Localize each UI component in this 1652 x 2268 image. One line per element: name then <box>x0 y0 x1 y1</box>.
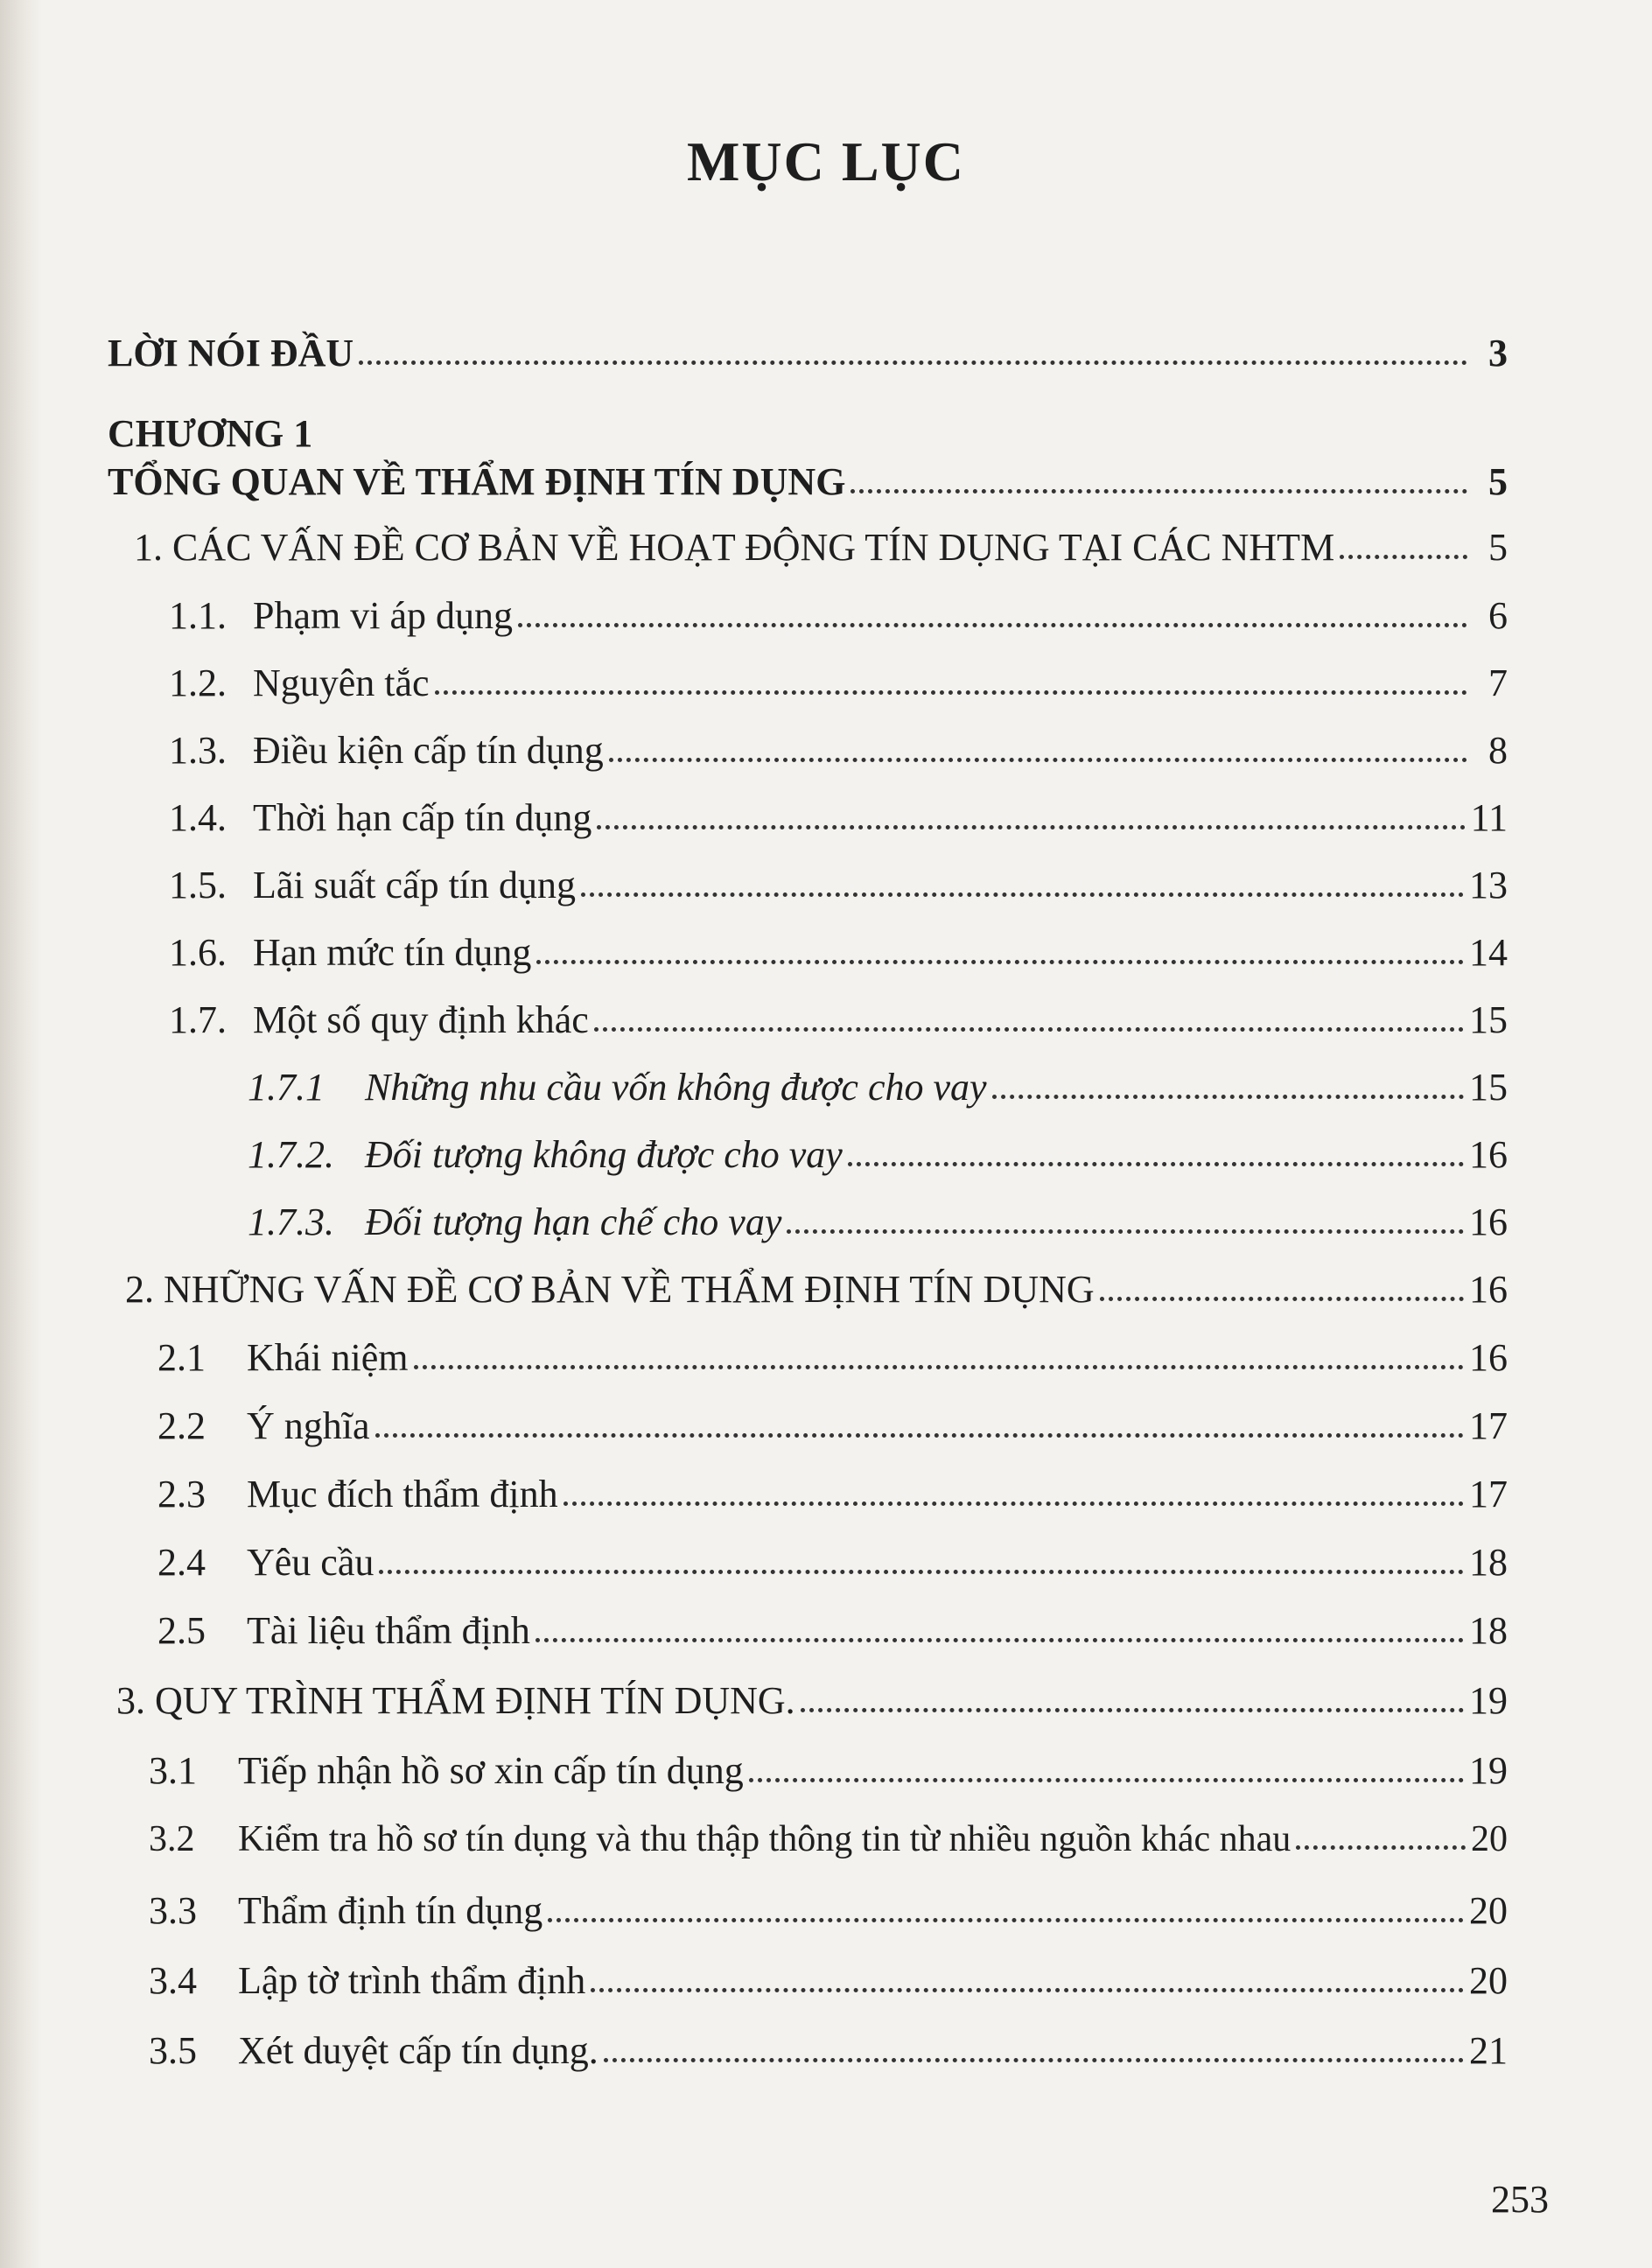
toc-entry-subsubsection <box>248 1200 1508 1244</box>
toc-entry-number: 1.3. <box>169 729 227 772</box>
toc-entry-number: 1.1. <box>169 594 227 637</box>
toc-entry-label: Nguyên tắc <box>253 662 430 704</box>
dot-leader <box>749 1778 1464 1782</box>
toc-entry-label: Thời hạn cấp tín dụng <box>253 796 592 839</box>
toc-entry-subsection <box>149 1818 1508 1860</box>
toc-entry-page: 11 <box>1470 796 1508 839</box>
toc-entry-label: Đối tượng không được cho vay <box>365 1133 843 1176</box>
toc-entry-number: 1.2. <box>169 662 227 704</box>
dot-leader <box>1296 1845 1466 1850</box>
toc-entry-label: 2. NHỮNG VẤN ĐỀ CƠ BẢN VỀ THẨM ĐỊNH TÍN DỤNG <box>125 1268 1095 1311</box>
dot-leader <box>548 1918 1464 1922</box>
toc-entry-page: 15 <box>1469 1066 1508 1109</box>
toc-entry-subsection <box>158 1404 1508 1448</box>
dot-leader <box>591 1988 1464 1992</box>
toc-entry-number: 1.6. <box>169 931 227 974</box>
toc-entry-page: 5 <box>1488 526 1508 569</box>
toc-entry-preface <box>108 331 1508 375</box>
dot-leader <box>597 825 1465 830</box>
toc-entry-subsection <box>169 728 1508 773</box>
toc-entry-label: Những nhu cầu vốn không được cho vay <box>365 1066 987 1109</box>
dot-leader <box>848 1162 1464 1166</box>
toc-entry-label: 3. QUY TRÌNH THẨM ĐỊNH TÍN DỤNG. <box>116 1679 795 1722</box>
dot-leader <box>604 2058 1464 2062</box>
toc-entry-subsection <box>149 1958 1508 2003</box>
toc-entry-number: 3.2 <box>149 1819 195 1859</box>
dot-leader <box>850 489 1467 494</box>
toc-entry-label: Một số quy định khác <box>253 998 589 1041</box>
toc-entry-page: 20 <box>1469 1959 1508 2002</box>
toc-entry-label: Điều kiện cấp tín dụng <box>253 729 604 772</box>
dot-leader <box>379 1570 1464 1574</box>
toc-entry-section <box>116 1678 1508 1723</box>
toc-entry-label: 1. CÁC VẤN ĐỀ CƠ BẢN VỀ HOẠT ĐỘNG TÍN DỤNG TẠI CÁC NHTM <box>134 526 1335 569</box>
dot-leader <box>375 1433 1464 1438</box>
toc-entry-page: 19 <box>1469 1679 1508 1722</box>
page-edge-shadow <box>0 0 42 2268</box>
toc-entry-subsection <box>169 998 1508 1042</box>
toc-entry-page: 6 <box>1488 594 1508 637</box>
toc-entry-page: 16 <box>1469 1336 1508 1379</box>
toc-entry-subsection <box>158 1608 1508 1653</box>
toc-entry-number: 2.5 <box>158 1609 206 1652</box>
toc-entry-label: Đối tượng hạn chế cho vay <box>365 1200 782 1243</box>
toc-entry-label: Tiếp nhận hồ sơ xin cấp tín dụng <box>238 1749 744 1792</box>
toc-entry-label: Kiểm tra hồ sơ tín dụng và thu thập thông tin từ nhiều nguồn khác nhau <box>238 1819 1292 1859</box>
toc-entry-subsection <box>149 1888 1508 1933</box>
toc-entry-subsection <box>158 1472 1508 1516</box>
toc-entry-page: 17 <box>1469 1404 1508 1447</box>
dot-leader <box>536 960 1464 964</box>
toc-entry-subsection <box>149 1748 1508 1793</box>
toc-entry-subsection <box>149 2028 1508 2073</box>
toc-entry-subsubsection <box>248 1065 1508 1110</box>
toc-entry-label: Yêu cầu <box>247 1541 374 1584</box>
dot-leader <box>1100 1297 1464 1301</box>
toc-entry-subsection <box>169 863 1508 907</box>
chapter-label: CHƯƠNG 1 <box>108 412 313 455</box>
dot-leader <box>594 1027 1464 1032</box>
toc-entry-page: 15 <box>1469 998 1508 1041</box>
dot-leader <box>787 1229 1464 1234</box>
dot-leader <box>581 892 1464 897</box>
toc-entry-label: Thẩm định tín dụng <box>238 1889 543 1932</box>
toc-entry-label: Phạm vi áp dụng <box>253 594 513 637</box>
toc-entry-page: 7 <box>1488 662 1508 704</box>
toc-entry-page: 20 <box>1469 1889 1508 1932</box>
toc-entry-number: 3.5 <box>149 2029 197 2072</box>
dot-leader <box>1340 555 1467 559</box>
toc-entry-page: 8 <box>1488 729 1508 772</box>
toc-entry-page: 19 <box>1469 1749 1508 1792</box>
dot-leader <box>801 1708 1464 1712</box>
toc-entry-label: Xét duyệt cấp tín dụng. <box>238 2029 598 2072</box>
toc-entry-page: 16 <box>1469 1133 1508 1176</box>
toc-entry-label: Hạn mức tín dụng <box>253 931 532 974</box>
toc-entry-page: 16 <box>1469 1268 1508 1311</box>
dot-leader <box>414 1365 1464 1369</box>
toc-entry-label: LỜI NÓI ĐẦU <box>108 332 354 374</box>
toc-entry-page: 5 <box>1488 460 1508 503</box>
toc-entry-subsection <box>158 1540 1508 1585</box>
toc-entry-number: 2.4 <box>158 1541 206 1584</box>
toc-entry-number: 3.1 <box>149 1749 197 1792</box>
toc-entry-number: 2.1 <box>158 1336 206 1379</box>
dot-leader <box>536 1638 1464 1642</box>
toc-entry-number: 3.3 <box>149 1889 197 1932</box>
toc-entry-number: 1.4. <box>169 796 227 839</box>
toc-entry-chapter <box>108 459 1508 504</box>
toc-entry-number: 1.7.3. <box>248 1200 334 1243</box>
toc-entry-label: TỔNG QUAN VỀ THẨM ĐỊNH TÍN DỤNG <box>108 460 846 503</box>
toc-entry-section <box>134 525 1508 570</box>
toc-entry-number: 1.5. <box>169 864 227 906</box>
toc-entry-page: 13 <box>1469 864 1508 906</box>
toc-entry-subsection <box>158 1335 1508 1380</box>
toc-entry-number: 3.4 <box>149 1959 197 2002</box>
toc-entry-page: 14 <box>1469 931 1508 974</box>
toc-entry-number: 2.2 <box>158 1404 206 1447</box>
page-title: MỤC LỤC <box>687 130 965 192</box>
toc-entry-subsubsection <box>248 1132 1508 1177</box>
dot-leader <box>518 623 1467 627</box>
toc-entry-page: 16 <box>1469 1200 1508 1243</box>
toc-entry-number: 2.3 <box>158 1473 206 1516</box>
toc-entry-page: 21 <box>1469 2029 1508 2072</box>
dot-leader <box>359 360 1467 365</box>
page-number: 253 <box>1491 2178 1549 2221</box>
dot-leader <box>564 1502 1464 1506</box>
toc-entry-label: Mục đích thẩm định <box>247 1473 558 1516</box>
dot-leader <box>435 690 1467 695</box>
toc-entry-section <box>125 1267 1508 1312</box>
toc-entry-label: Tài liệu thẩm định <box>247 1609 530 1652</box>
toc-entry-page: 17 <box>1469 1473 1508 1516</box>
toc-entry-page: 3 <box>1488 332 1508 374</box>
toc-entry-label: Lập tờ trình thẩm định <box>238 1959 586 2002</box>
dot-leader <box>609 758 1467 762</box>
toc-entry-subsection <box>169 795 1508 840</box>
toc-entry-label: Ý nghĩa <box>247 1404 370 1447</box>
toc-entry-page: 18 <box>1469 1541 1508 1584</box>
toc-entry-number: 1.7.1 <box>248 1066 325 1109</box>
toc-entry-number: 1.7. <box>169 998 227 1041</box>
toc-entry-subsection <box>169 661 1508 705</box>
toc-entry-subsection <box>169 593 1508 638</box>
toc-entry-number: 1.7.2. <box>248 1133 334 1176</box>
toc-entry-page: 20 <box>1471 1819 1508 1859</box>
toc-entry-label: Khái niệm <box>247 1336 409 1379</box>
toc-entry-subsection <box>169 930 1508 975</box>
toc-entry-page: 18 <box>1469 1609 1508 1652</box>
toc-entry-label: Lãi suất cấp tín dụng <box>253 864 577 906</box>
dot-leader <box>992 1095 1464 1099</box>
